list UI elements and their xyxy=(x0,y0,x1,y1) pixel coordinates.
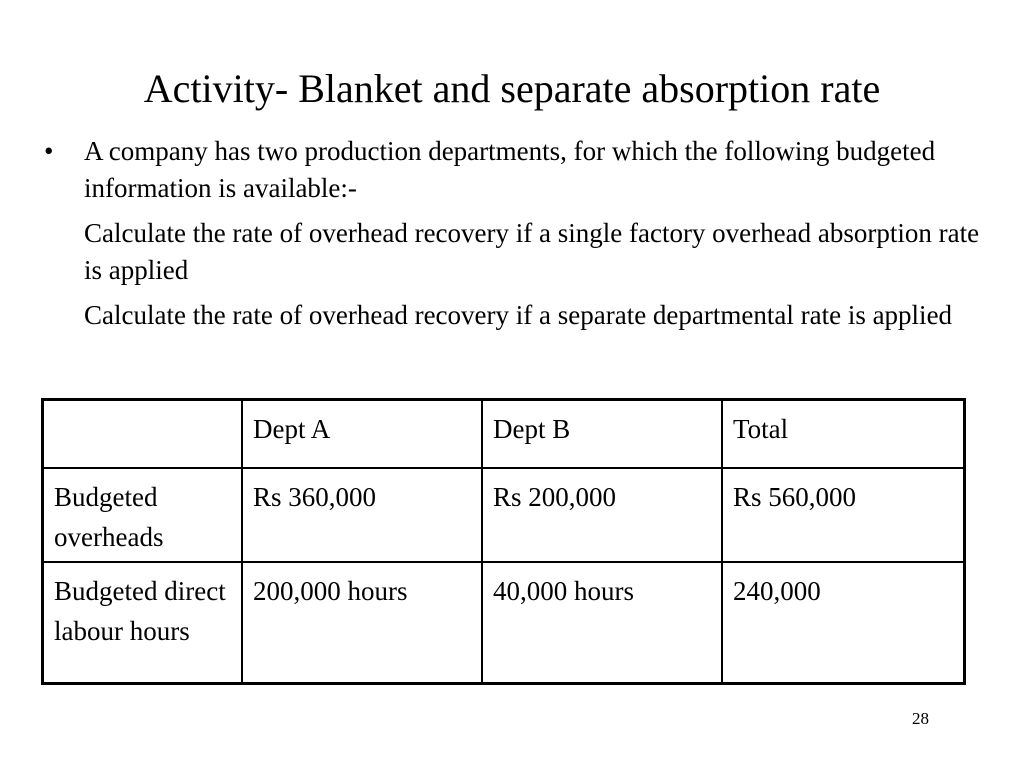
cell-hours-dept-b: 40,000 hours xyxy=(482,562,722,684)
page-number: 28 xyxy=(912,709,929,728)
intro-text: A company has two production departments, for which the following budgeted information is available:- xyxy=(84,136,936,203)
header-cell-dept-b: Dept B xyxy=(482,400,722,468)
budget-table xyxy=(41,398,966,685)
table-row-budgeted-overheads xyxy=(43,468,965,562)
bullet-content xyxy=(44,133,994,334)
cell-overheads-total: Rs 560,000 xyxy=(722,468,965,562)
table-header-row xyxy=(43,400,965,468)
header-cell-empty xyxy=(43,400,242,468)
cell-overheads-dept-a: Rs 360,000 xyxy=(242,468,482,562)
cell-hours-total: 240,000 xyxy=(722,562,965,684)
table-row-budgeted-labour-hours xyxy=(43,562,965,684)
slide-title: Activity- Blanket and separate absorption rate xyxy=(143,66,881,111)
cell-hours-dept-a: 200,000 hours xyxy=(242,562,482,684)
bullet-item xyxy=(44,133,994,207)
header-cell-dept-a: Dept A xyxy=(242,400,482,468)
bullet-marker: • xyxy=(44,136,54,166)
header-cell-total: Total xyxy=(722,400,965,468)
task-1-text: Calculate the rate of overhead recovery if a single factory overhead absorption rate is applied xyxy=(84,218,980,285)
row-label-budgeted-overheads: Budgeted overheads xyxy=(43,468,242,562)
task-2-text: Calculate the rate of overhead recovery if a separate departmental rate is applied xyxy=(84,300,953,330)
cell-overheads-dept-b: Rs 200,000 xyxy=(482,468,722,562)
row-label-budgeted-labour-hours: Budgeted direct labour hours xyxy=(43,562,242,684)
